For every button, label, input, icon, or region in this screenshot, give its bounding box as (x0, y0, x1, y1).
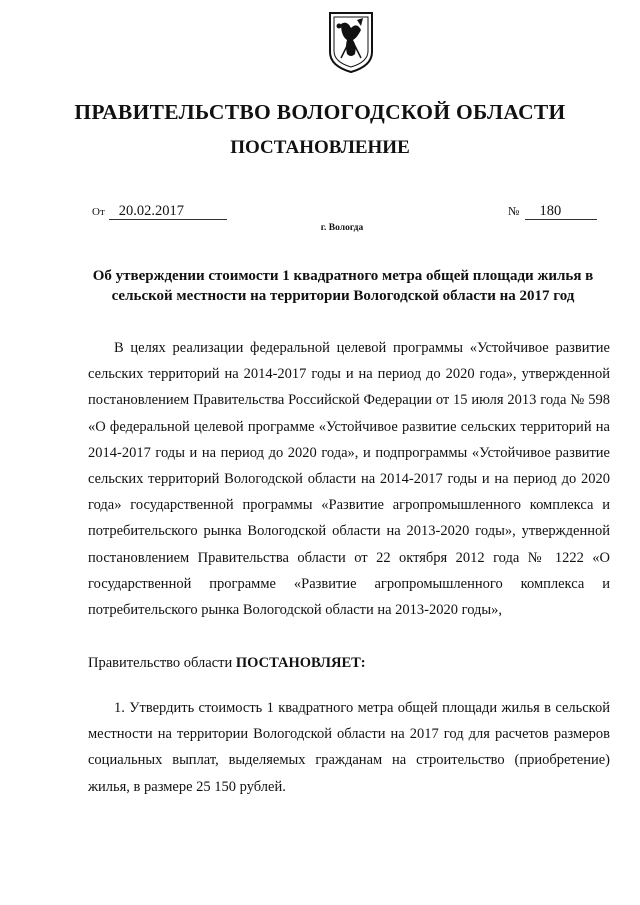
government-title: ПРАВИТЕЛЬСТВО ВОЛОГОДСКОЙ ОБЛАСТИ (74, 100, 566, 124)
vologda-coat-of-arms-icon (327, 10, 375, 74)
preamble-paragraph (88, 335, 610, 623)
list-item (88, 695, 610, 800)
preamble-text: В целях реализации федеральной целевой программы «Устойчивое развитие сельских территорий на 2014-2017 годы и на период до 2020 года», утвержденной постановлением Правительства Российской Федерации от 15 июля 2013 года № 598 «О федеральной целевой программе «Устойчивое развитие сельских территорий на 2014-2017 годы и на период до 2020 года», и подпрограммы «Устойчивое развитие сельских территорий Вологодской области на 2014-2017 годы и на период до 2020 года» государственной программы «Развитие агропромышленного комплекса и потребительского рынка Вологодской области на 2013-2020 годы», утвержденной постановлением Правительства области от 22 октября 2012 года № 1222 «О государственной программе «Развитие агропромышленного комплекса и потребительского рынка Вологодской области на 2013-2020 годы», (88, 340, 610, 619)
date-value: 20.02.2017 (109, 203, 227, 220)
number-label: № (508, 204, 520, 218)
number-value: 180 (525, 203, 597, 220)
date-label: От (92, 206, 105, 218)
document-date (92, 203, 227, 220)
decree-line (88, 650, 610, 676)
document-number (508, 203, 597, 220)
item-text: 1. Утвердить стоимость 1 квадратного метра общей площади жилья в сельской местности на территории Вологодской области на 2017 год для расчетов размеров социальных выплат, выделяемых гражданам на строительство (приобретение) жилья, в размере 25 150 рублей. (88, 700, 610, 795)
document-subject: Об утверждении стоимости 1 квадратного метра общей площади жилья в сельской местности на территории Вологодской области на 2017 год (92, 268, 594, 304)
decree-verb: ПОСТАНОВЛЯЕТ: (235, 655, 366, 671)
city: г. Вологда (320, 223, 364, 233)
document-type: ПОСТАНОВЛЕНИЕ (230, 137, 410, 158)
decree-lead: Правительство области (88, 655, 233, 671)
